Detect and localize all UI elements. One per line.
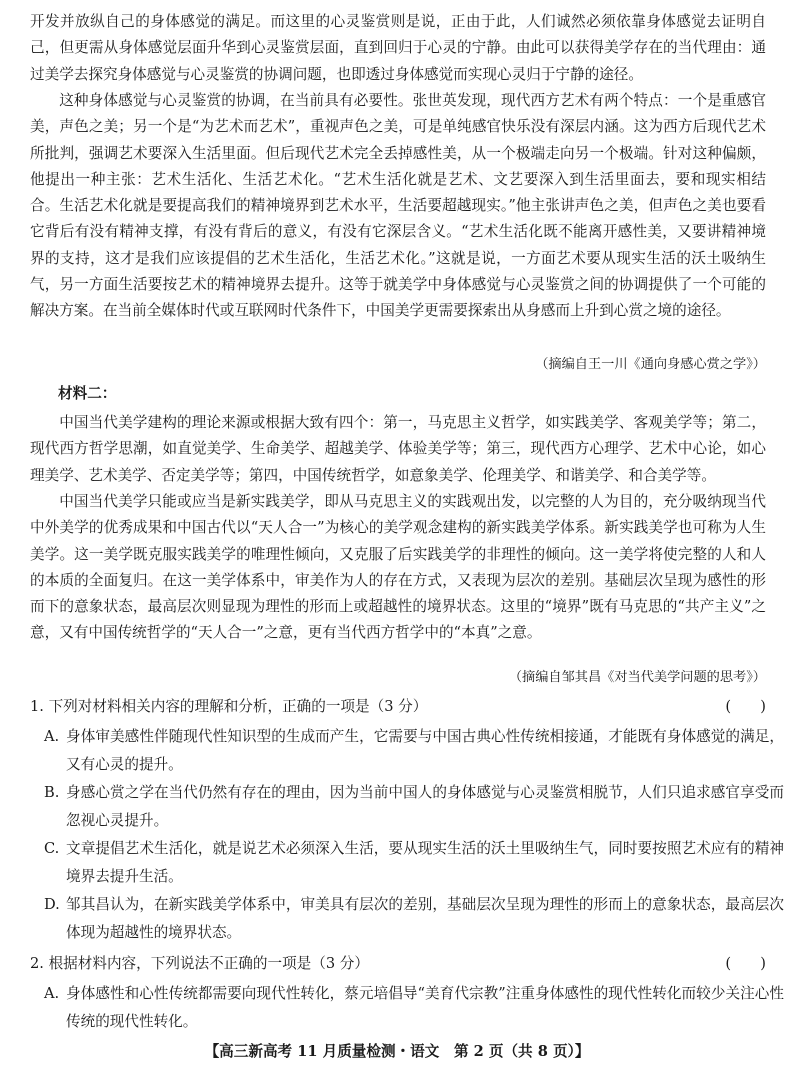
option-letter: B. <box>44 784 60 801</box>
material-two-paragraph-1: 中国当代美学建构的理论来源或根据大致有四个：第一，马克思主义哲学，如实践美学、客观美学等；第二，现代西方哲学思潮，如直觉美学、生命美学、超越美学、体验美学等；第三，现代西方心理学、艺术中心论，如心理美学、艺术美学、否定美学等；第四，中国传统哲学，如意象美学、伦理美学、和谐美学、和合美学等。 <box>30 414 766 484</box>
material-one-source: （摘编自王一川《通向身感心赏之学》） <box>535 357 766 372</box>
option-letter: D. <box>44 896 60 913</box>
question-2-text: 2. 根据材料内容，下列说法不正确的一项是（3 分） <box>30 955 369 972</box>
option-text: 身体感性和心性传统都需要向现代性转化，蔡元培倡导“美育代宗教”注重身体感性的现代性转化而较少关注心性传统的现代性转化。 <box>66 985 784 1030</box>
material-one-paragraph-2: 这种身体感觉与心灵鉴赏的协调，在当前具有必要性。张世英发现，现代西方艺术有两个特点：一个是重感官美，声色之美；另一个是“为艺术而艺术”，重视声色之美，可是单纯感官快乐没有深层内涵。这为西方后现代艺术所批判，强调艺术要深入生活里面。但后现代艺术完全丢掉感性美，从一个极端走向另一个极端。针对这种偏颇，他提出一种主张：艺术生活化、生活艺术化。“艺术生活化就是艺术、文艺要深入到生活里面去，要和现实相结合。生活艺术化就是要提高我们的精神境界到艺术水平，生活要超越现实。”他主张讲声色之美，但声色之美也要看它背后有没有精神支撑，有没有背后的意义，有没有它深层含义。“艺术生活化既不能离开感性美，又要讲精神境界的支持，这才是我们应该提倡的艺术生活化，生活艺术化。”这就是说，一方面艺术要从现实生活的沃土吸纳生气，另一方面生活要按艺术的精神境界去提升。这等于就美学中身体感觉与心灵鉴赏之间的协调提供了一个可能的解决方案。在当前全媒体时代或互联网时代条件下，中国美学更需要探索出从身感而上升到心赏之境的途径。 <box>30 92 766 320</box>
material-two-heading: 材料二： <box>58 385 117 402</box>
material-one-paragraph-1: 开发并放纵自己的身体感觉的满足。而这里的心灵鉴赏则是说，正由于此，人们诚然必须依靠身体感觉去证明自己，但更需从身体感觉层面升华到心灵鉴赏层面，直到回归于心灵的宁静。由此可以获得美学存在的当代理由：通过美学去探究身体感觉与心灵鉴赏的协调问题，也即透过身体感觉而实现心灵归于宁静的途径。 <box>30 13 766 83</box>
question-1-option-c <box>44 835 784 890</box>
question-1-option-d <box>44 891 784 946</box>
option-letter: A. <box>44 728 60 745</box>
question-1-option-b <box>44 779 784 834</box>
question-2-stem <box>30 953 766 975</box>
option-text: 身感心赏之学在当代仍然有存在的理由，因为当前中国人的身体感觉与心灵鉴赏相脱节，人们只追求感官享受而忽视心灵提升。 <box>66 784 784 829</box>
option-text: 身体审美感性伴随现代性知识型的生成而产生，它需要与中国古典心性传统相接通，才能既有身体感觉的满足，又有心灵的提升。 <box>66 728 784 773</box>
question-1-option-a <box>44 723 784 778</box>
question-1-stem <box>30 696 766 718</box>
question-2-answer-bracket: ( ) <box>725 955 766 972</box>
option-letter: A. <box>44 985 60 1002</box>
material-two-paragraph-2: 中国当代美学只能或应当是新实践美学，即从马克思主义的实践观出发，以完整的人为目的，充分吸纳现当代中外美学的优秀成果和中国古代以“天人合一”为核心的美学观念建构的新实践美学体系。新实践美学也可称为人生美学。这一美学既克服实践美学的唯理性倾向，又克服了后实践美学的非理性的倾向。这一美学将使完整的人和人的本质的全面复归。在这一美学体系中，审美作为人的存在方式，又表现为层次的差别。基础层次呈现为感性的形而下的意象状态，最高层次则显现为理性的形而上或超越性的境界状态。这里的“境界”既有马克思的“共产主义”之意，又有中国传统哲学的“天人合一”之意，更有当代西方哲学中的“本真”之意。 <box>30 493 766 642</box>
page-footer: 【高三新高考 11 月质量检测・语文 第 2 页（共 8 页）】 <box>204 1043 590 1060</box>
question-1-answer-bracket: ( ) <box>725 698 766 715</box>
option-text: 邹其昌认为，在新实践美学体系中，审美具有层次的差别，基础层次呈现为理性的形而上的意象状态，最高层次体现为超越性的境界状态。 <box>66 896 784 941</box>
option-letter: C. <box>44 840 60 857</box>
question-1-text: 1. 下列对材料相关内容的理解和分析，正确的一项是（3 分） <box>30 698 428 715</box>
material-two-source: （摘编自邹其昌《对当代美学问题的思考》） <box>508 670 766 685</box>
question-2-option-a <box>44 980 784 1035</box>
option-text: 文章提倡艺术生活化，就是说艺术必须深入生活，要从现实生活的沃土里吸纳生气，同时要按照艺术应有的精神境界去提升生活。 <box>66 840 784 885</box>
